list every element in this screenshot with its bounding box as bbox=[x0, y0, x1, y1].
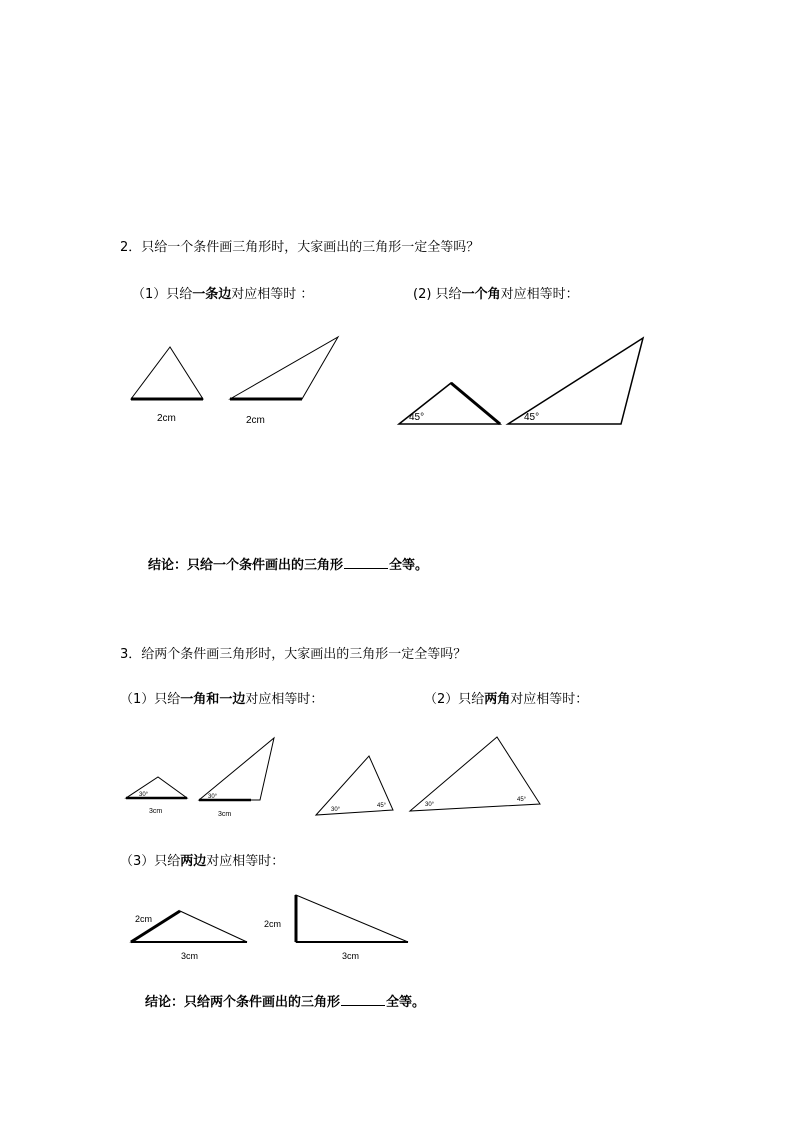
q3-sub1 bbox=[120, 688, 323, 707]
q3-sub1-bold1: 一角 bbox=[180, 692, 207, 707]
q2-title: 2．只给一个条件画三角形时，大家画出的三角形一定全等吗？ bbox=[120, 240, 480, 255]
q2-tri-2-label: 2cm bbox=[246, 415, 265, 426]
q2-sub1-pre: （1）只给 bbox=[132, 287, 193, 302]
q3-conclusion bbox=[145, 991, 425, 1010]
q3-sub1-bold2: 一边 bbox=[219, 692, 246, 707]
answer-blank[interactable] bbox=[344, 556, 388, 569]
q3-sub3-bold: 两边 bbox=[180, 854, 207, 869]
q3-tri-3-angle45: 45° bbox=[377, 803, 387, 809]
q2-sub1-bold: 一条边 bbox=[192, 287, 232, 302]
q2-conclusion-pre: 结论：只给一个条件画出的三角形 bbox=[148, 558, 344, 573]
q3-sub2-post: 对应相等时： bbox=[510, 692, 589, 707]
q3-sub3 bbox=[120, 850, 284, 869]
q3-tri-4-angle30: 30° bbox=[425, 802, 435, 808]
q3-sub2-bold: 两角 bbox=[484, 692, 511, 707]
q2-sub2-bold: 一个角 bbox=[461, 287, 501, 302]
q3-sub2 bbox=[424, 688, 588, 707]
q2-tri-1 bbox=[131, 347, 203, 399]
q3-tri-2-side-label: 3cm bbox=[218, 811, 232, 818]
q3-tri-4-angle45: 45° bbox=[517, 797, 527, 803]
q2-tri-3-angle: 45° bbox=[409, 412, 425, 423]
q3-tri-3-angle30: 30° bbox=[331, 807, 341, 813]
q3-sub2-pre: （2）只给 bbox=[424, 692, 485, 707]
q3-tri-5-label2: 2cm bbox=[135, 914, 153, 924]
q3-sub1-mid: 和 bbox=[206, 692, 220, 707]
q3-conclusion-pre: 结论：只给两个条件画出的三角形 bbox=[145, 995, 341, 1010]
q3-tri-1-angle: 30° bbox=[139, 792, 149, 798]
q3-title: 3．给两个条件画三角形时，大家画出的三角形一定全等吗？ bbox=[120, 647, 467, 662]
q2-conclusion bbox=[148, 554, 428, 573]
answer-blank[interactable] bbox=[341, 993, 385, 1006]
q2-sub2-post: 对应相等时： bbox=[500, 287, 579, 302]
q2-tri-2 bbox=[230, 337, 338, 399]
q2-tri-1-label: 2cm bbox=[157, 413, 176, 424]
q3-sub3-pre: （3）只给 bbox=[120, 854, 181, 869]
q3-sub1-pre: （1）只给 bbox=[120, 692, 181, 707]
q2-sub2-pre: (2) 只给 bbox=[413, 287, 462, 302]
q3-tri-5-label3: 3cm bbox=[181, 951, 199, 961]
q3-tri-2 bbox=[199, 738, 274, 800]
q3-sub3-post: 对应相等时： bbox=[206, 854, 285, 869]
q3-tri-1-side-label: 3cm bbox=[149, 808, 163, 815]
q2-conclusion-post: 全等。 bbox=[389, 558, 429, 573]
q3-tri-6 bbox=[296, 895, 408, 942]
q3-sub1-post: 对应相等时： bbox=[245, 692, 324, 707]
q3-conclusion-post: 全等。 bbox=[386, 995, 426, 1010]
q2-tri-3-side bbox=[451, 383, 500, 424]
q3-tri-6-label3: 3cm bbox=[342, 951, 360, 961]
q3-tri-1 bbox=[126, 777, 187, 798]
q2-tri-4-angle: 45° bbox=[524, 412, 540, 423]
q2-sub1-post: 对应相等时 ： bbox=[231, 287, 314, 302]
q3-tri-2-angle: 30° bbox=[208, 794, 218, 800]
q3-tri-6-label2: 2cm bbox=[264, 919, 282, 929]
